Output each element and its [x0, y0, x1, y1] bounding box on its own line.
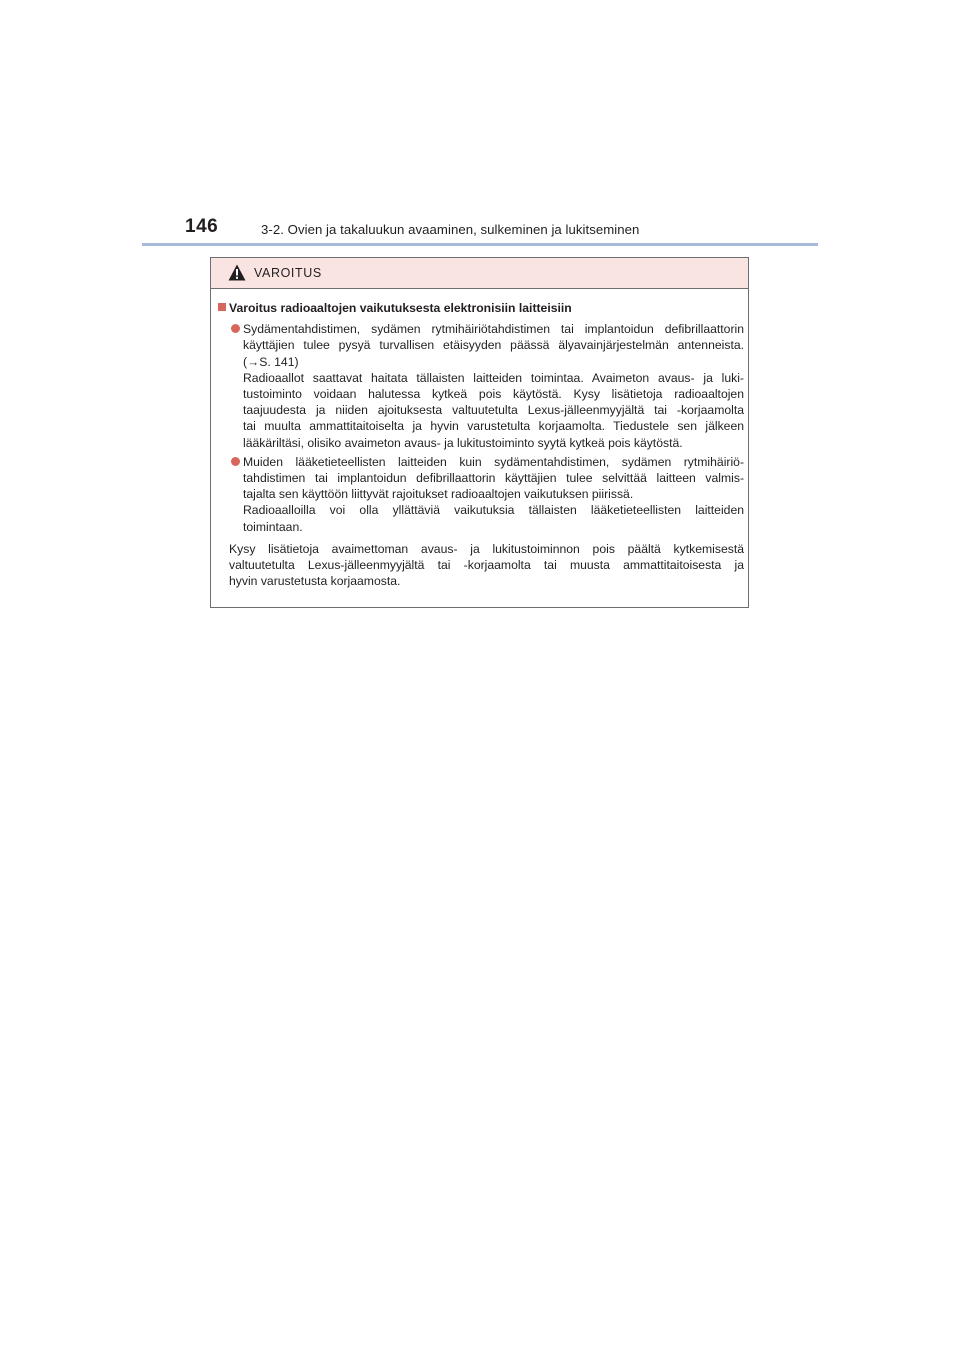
text-line: taajuudesta ja niiden ajoituksesta valtuutetulta Lexus-jälleenmyyjältä tai -korjaamolta: [243, 403, 744, 418]
warning-box: [210, 257, 749, 608]
text-line: tustoiminto voidaan halutessa kytkeä pois käytöstä. Kysy lisätietoja radioaaltojen: [243, 387, 744, 402]
circle-bullet-icon: [231, 457, 240, 466]
warning-header: [211, 258, 748, 289]
circle-bullet-icon: [231, 324, 240, 333]
page-reference: (→S. 141): [243, 354, 299, 369]
warning-triangle-icon: [228, 264, 246, 281]
text-line: Sydämentahdistimen, sydämen rytmihäiriötahdistimen tai implantoidun defibrillaattorin: [243, 322, 744, 337]
text-line: Muiden lääketieteellisten laitteiden kuin sydämentahdistimen, sydämen rytmihäiriö-: [243, 454, 744, 469]
text-line: Radioaalloilla voi olla yllättäviä vaikutuksia tällaisten lääketieteellisten laitteiden: [243, 503, 744, 518]
warning-subhead: [218, 300, 744, 316]
text-line: hyvin varustetusta korjaamosta.: [229, 574, 401, 589]
text-line: tai muulta ammattitaitoiselta ja hyvin varustetulta korjaamolta. Tiedustele sen jälkeen: [243, 419, 744, 434]
text-line: tajalta sen käyttöön liittyvät rajoitukset radioaaltojen vaikutuksen piirissä.: [243, 487, 634, 502]
warning-body: [218, 300, 744, 589]
closing-paragraph: [218, 541, 744, 590]
square-bullet-icon: [218, 303, 226, 311]
text-line: Kysy lisätietoja avaimettoman avaus- ja lukitustoiminnon pois päältä kytkemisestä: [229, 541, 744, 556]
warning-label: VAROITUS: [254, 266, 322, 280]
bullet-item-pacemaker: [218, 321, 744, 451]
warning-subhead-text: Varoitus radioaaltojen vaikutuksesta elektronisiin laitteisiin: [229, 301, 572, 315]
text-line: tahdistimen tai implantoidun defibrillaattorin käyttäjien tulee selvittää laitteen valmis-: [243, 471, 744, 486]
section-title: 3-2. Ovien ja takaluukun avaaminen, sulkeminen ja lukitseminen: [261, 222, 640, 237]
header-divider: [142, 243, 818, 246]
text-line: lääkäriltäsi, olisiko avaimeton avaus- ja lukitustoiminto syytä kytkeä pois käytöstä.: [243, 435, 683, 450]
page-header: [0, 0, 960, 250]
text-line: toimintaan.: [243, 519, 303, 534]
bullet-item-medical-devices: [218, 454, 744, 535]
text-line: Radioaallot saattavat haitata tällaisten laitteiden toimintaa. Avaimeton avaus- ja luki-: [243, 370, 744, 385]
page-number: 146: [185, 216, 219, 237]
text-line: valtuutetulta Lexus-jälleenmyyjältä tai -korjaamolta tai muusta ammattitaitoisesta ja: [229, 558, 744, 573]
text-line: käyttäjien tulee pysyä turvallisen etäisyyden päässä älyavainjärjestelmän antenneista.: [243, 338, 744, 353]
